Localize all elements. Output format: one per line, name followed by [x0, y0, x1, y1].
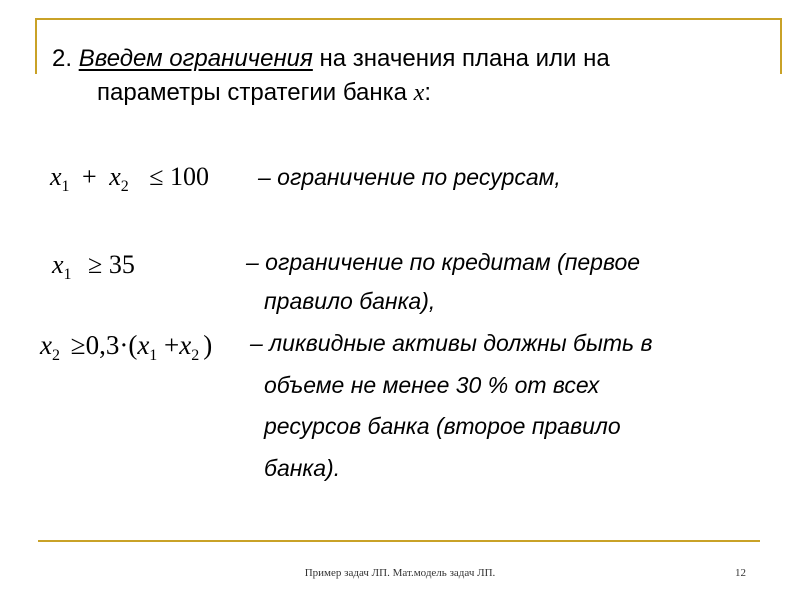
- constraint-1-formula: [50, 160, 209, 194]
- var-x: x: [109, 162, 121, 191]
- multiply-dot: ·: [119, 330, 129, 360]
- frame-bottom-line: [38, 540, 760, 542]
- right-paren: ): [203, 330, 213, 360]
- subscript: 1: [63, 266, 72, 283]
- page-number: 12: [735, 567, 746, 579]
- frame-top-line: [35, 18, 782, 20]
- left-paren: (: [128, 330, 138, 360]
- step-heading-line2: [97, 76, 431, 110]
- relation-sign: ≥: [88, 250, 103, 279]
- subscript: 2: [120, 178, 129, 195]
- constraint-2-description-line-2: правило банка),: [264, 288, 436, 314]
- relation-sign: ≤: [149, 162, 164, 191]
- frame-right-line: [780, 18, 782, 74]
- subscript: 2: [51, 347, 60, 364]
- var-x: x: [50, 162, 62, 191]
- constraint-3-description-line-1: – ликвидные активы должны быть в: [250, 330, 653, 356]
- var-x: x: [40, 330, 52, 360]
- step-line2-variable: x: [413, 80, 425, 106]
- constraint-2-description-line-1: – ограничение по кредитам (первое: [246, 249, 641, 275]
- plus-sign: +: [82, 162, 97, 191]
- rhs-value: 100: [170, 162, 210, 191]
- constraint-3-formula: [40, 328, 212, 362]
- subscript: 1: [149, 347, 158, 364]
- step-line2-text: параметры стратегии банка: [97, 79, 407, 106]
- relation-sign: ≥: [70, 330, 86, 360]
- step-title-underlined: Введем ограничения: [78, 45, 313, 72]
- plus-sign: +: [164, 330, 180, 360]
- constraint-1-description-line-1: – ограничение по ресурсам,: [258, 164, 561, 190]
- step-line2-end: :: [424, 79, 431, 106]
- var-x: x: [137, 330, 150, 360]
- constraint-3-description-line-3: ресурсов банка (второе правило: [264, 413, 621, 439]
- constraint-3-description-line-2: объеме не менее 30 % от всех: [264, 372, 600, 398]
- footer-title: Пример задач ЛП. Мат.модель задач ЛП.: [304, 567, 496, 579]
- constraint-2-formula: [52, 248, 135, 282]
- var-x: x: [179, 330, 192, 360]
- var-x: x: [52, 250, 64, 279]
- step-heading: [52, 42, 610, 76]
- frame-left-line: [35, 18, 37, 74]
- constraint-3-description-line-4: банка).: [264, 455, 341, 481]
- subscript: 1: [61, 178, 70, 195]
- step-title-rest: на значения плана или на: [319, 45, 610, 72]
- rhs-value: 35: [108, 250, 135, 279]
- step-number: 2.: [52, 45, 73, 72]
- coefficient: 0,3: [85, 330, 120, 360]
- subscript: 2: [191, 347, 200, 364]
